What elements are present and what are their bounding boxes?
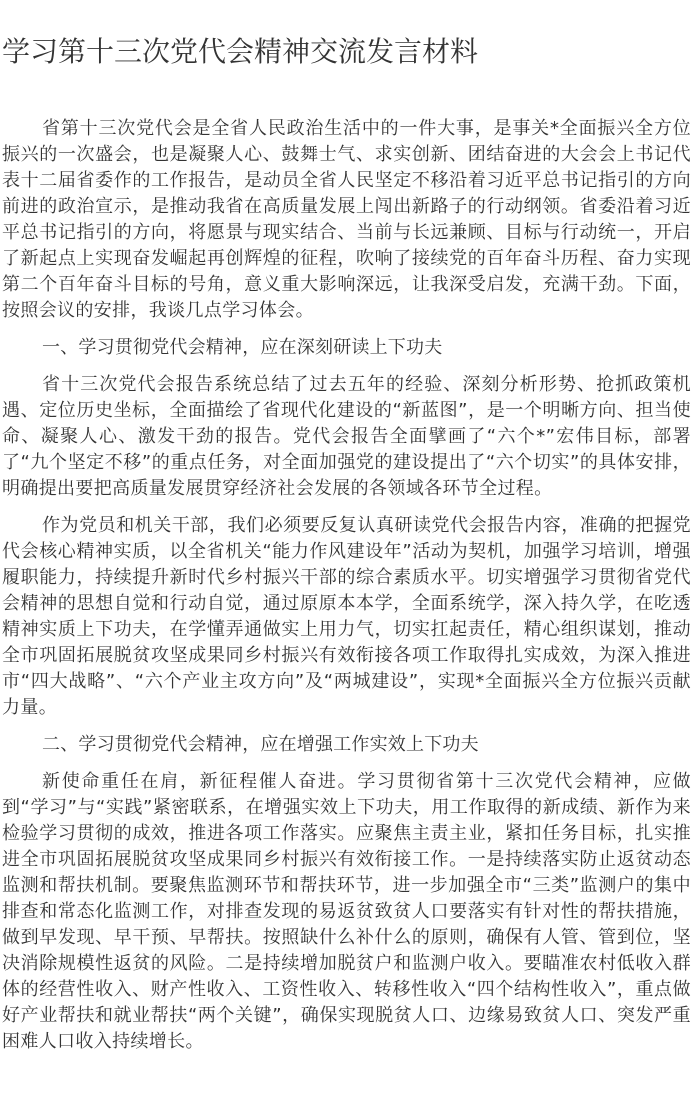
paragraph-intro: 省第十三次党代会是全省人民政治生活中的一件大事，是事关*全面振兴全方位振兴的一次盛会，也是凝聚人心、鼓舞士气、求实创新、团结奋进的大会会上书记代表十二届省委作的工作报告，是动员全省人民坚定不移沿着习近平总书记指引的方向前进的政治宣示，是推动我省在高质量发展上闯出新路子的行动纲领。省委沿着习近平总书记指引的方向，将愿景与现实结合、当前与长远兼顾、目标与行动统一，开启了新起点上实现奋发崛起再创辉煌的征程，吹响了接续党的百年奋斗历程、奋力实现第二个百年奋斗目标的号角，意义重大影响深远，让我深受启发，充满干劲。下面，按照会议的安排，我谈几点学习体会。 [2, 118, 691, 321]
paragraph-section-1-a: 省十三次党代会报告系统总结了过去五年的经验、深刻分析形势、抢抓政策机遇、定位历史坐标，全面描绘了省现代化建设的“新蓝图”，是一个明晰方向、担当使命、凝聚人心、激发干劲的报告。党代会报告全面擘画了“六个*”宏伟目标，部署了“九个坚定不移”的重点任务，对全面加强党的建设提出了“六个切实”的具体安排，明确提出要把高质量发展贯穿经济社会发展的各领域各环节全过程。 [2, 374, 691, 499]
paragraph-section-2-a: 新使命重任在肩，新征程催人奋进。学习贯彻省第十三次党代会精神，应做到“学习”与“实践”紧密联系，在增强实效上下功夫，用工作取得的新成绩、新作为来检验学习贯彻的成效，推进各项工作落实。应聚焦主责主业，紧扣任务目标，扎实推进全市巩固拓展脱贫攻坚成果同乡村振兴有效衔接工作。一是持续落实防止返贫动态监测和帮扶机制。要聚焦监测环节和帮扶环节，进一步加强全市“三类”监测户的集中排查和常态化监测工作，对排查发现的易返贫致贫人口要落实有针对性的帮扶措施，做到早发现、早干预、早帮扶。按照缺什么补什么的原则，确保有人管、管到位，坚决消除规模性返贫的风险。二是持续增加脱贫户和监测户收入。要瞄准农村低收入群体的经营性收入、财产性收入、工资性收入、转移性收入“四个结构性收入”，重点做好产业帮扶和就业帮扶“两个关键”，确保实现脱贫人口、边缘易致贫人口、突发严重困难人口收入持续增长。 [2, 771, 691, 1052]
section-heading-1: 一、学习贯彻党代会精神，应在深刻研读上下功夫 [42, 337, 443, 358]
document-title: 学习第十三次党代会精神交流发言材料 [2, 35, 479, 68]
paragraph-section-1-b: 作为党员和机关干部，我们必须要反复认真研读党代会报告内容，准确的把握党代会核心精神实质，以全省机关“能力作风建设年”活动为契机，加强学习培训，增强履职能力，持续提升新时代乡村振兴干部的综合素质水平。切实增强学习贯彻省党代会精神的思想自觉和行动自觉，通过原原本本学，全面系统学，深入持久学，在吃透精神实质上下功夫，在学懂弄通做实上用力气，切实扛起责任，精心组织谋划，推动全市巩固拓展脱贫攻坚成果同乡村振兴有效衔接各项工作取得扎实成效，为深入推进市“四大战略”、“六个产业主攻方向”及“两城建设”，实现*全面振兴全方位振兴贡献力量。 [2, 515, 691, 718]
document-body [0, 116, 693, 1055]
section-heading-2: 二、学习贯彻党代会精神，应在增强工作实效上下功夫 [42, 734, 479, 755]
